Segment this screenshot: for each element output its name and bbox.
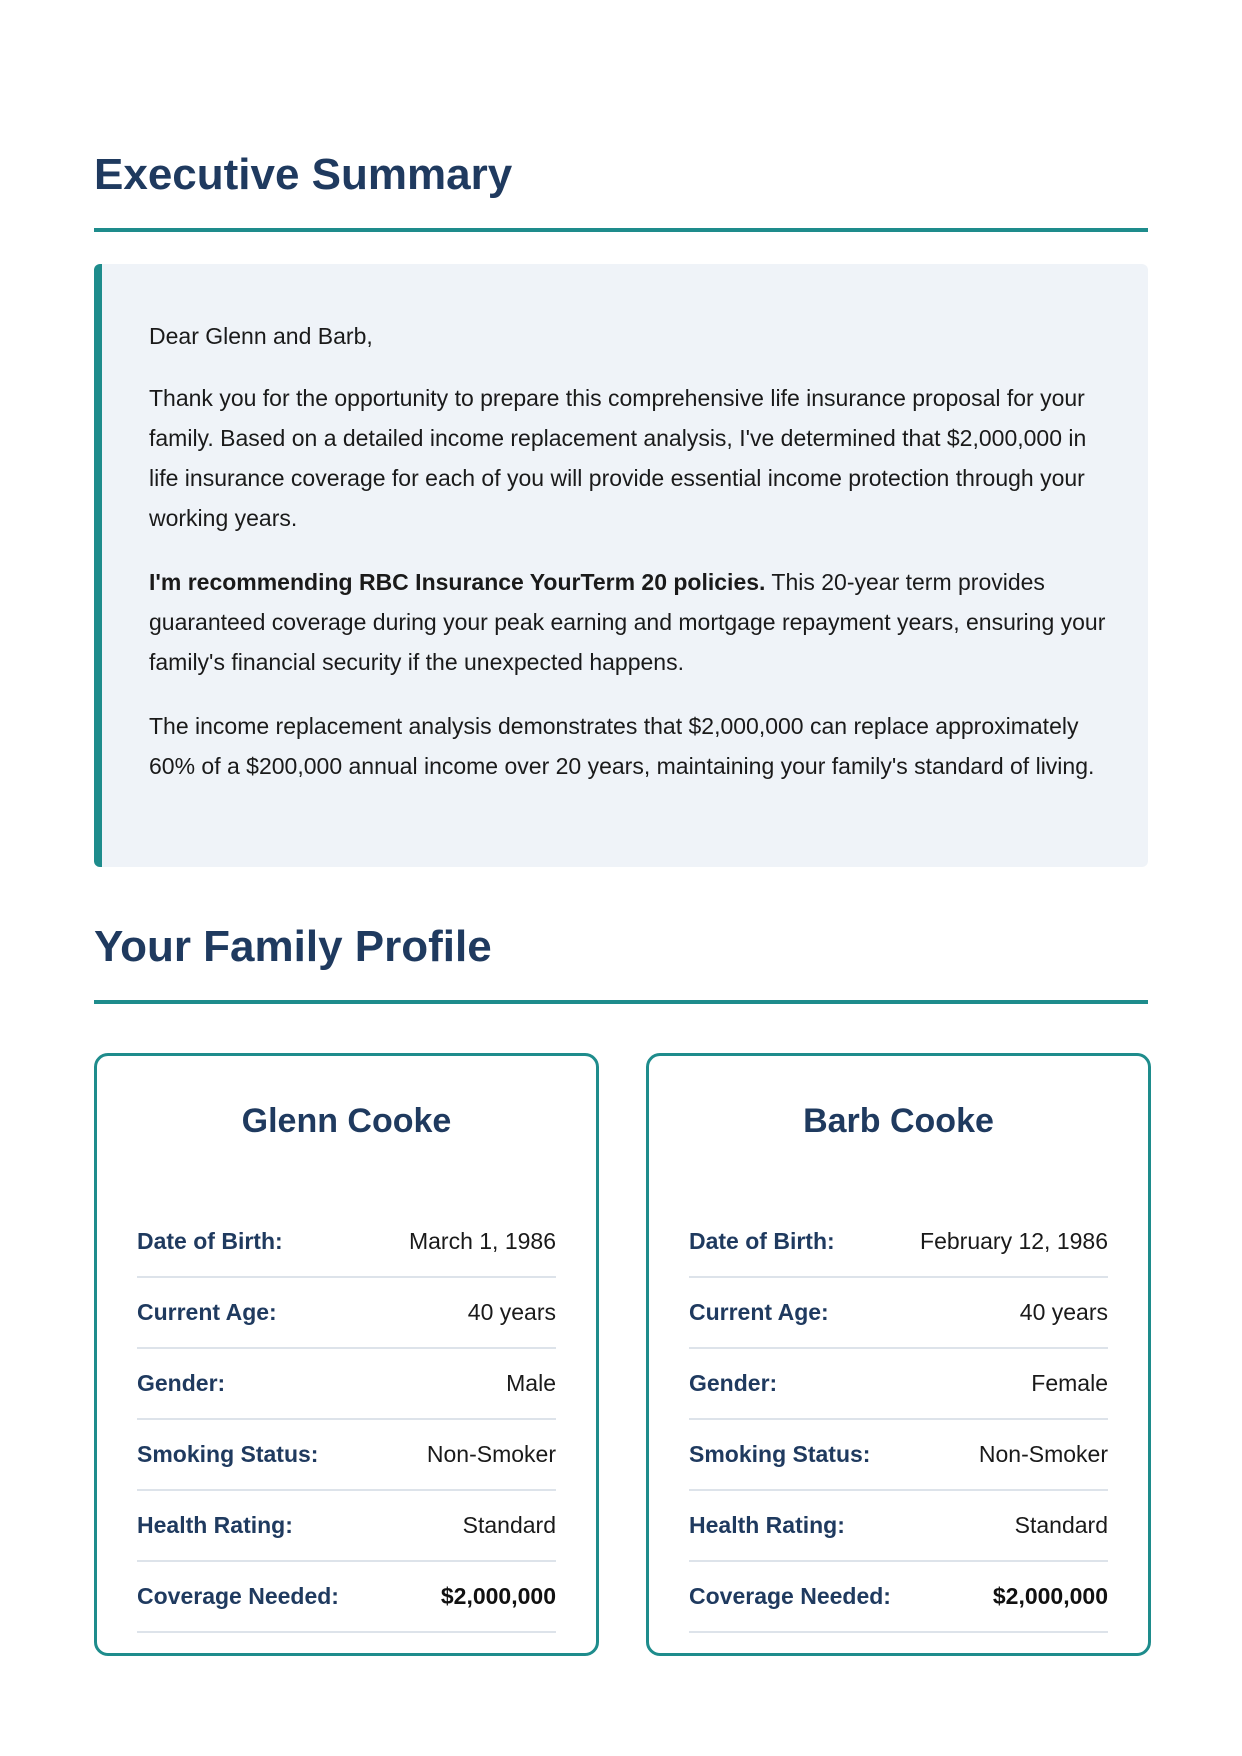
profile-row-coverage <box>689 1562 1108 1633</box>
field-value: Female <box>1031 1370 1108 1396</box>
profile-row-health <box>689 1491 1108 1562</box>
section-divider <box>94 228 1148 232</box>
field-label: Coverage Needed: <box>137 1583 339 1609</box>
field-value: Male <box>506 1370 556 1396</box>
field-label: Health Rating: <box>689 1512 845 1538</box>
field-label: Current Age: <box>137 1299 277 1325</box>
field-label: Smoking Status: <box>137 1441 319 1467</box>
profile-row-dob <box>137 1207 556 1278</box>
field-value: Non-Smoker <box>426 1441 556 1467</box>
field-value: March 1, 1986 <box>408 1228 556 1254</box>
profile-row-dob <box>689 1207 1108 1278</box>
letter-paragraph-intro: Thank you for the opportunity to prepare this comprehensive life insurance proposal for your family. Based on a detailed income replacement analysis, I've determined that $2,000,000 in life insurance coverage for each of you will provide essential income protection through your working years. <box>149 385 1087 531</box>
profile-card-barb <box>646 1053 1151 1656</box>
profile-row-health <box>137 1491 556 1562</box>
family-profile-title: Your Family Profile <box>94 922 492 971</box>
profile-row-smoking <box>689 1420 1108 1491</box>
recommendation-text: This 20-year term provides guaranteed coverage during your peak earning and mortgage repayment years, ensuring your family's financial security if the unexpected happens. <box>149 569 1106 675</box>
field-label: Smoking Status: <box>689 1441 871 1467</box>
letter-greeting: Dear Glenn and Barb, <box>149 323 373 349</box>
field-value: Standard <box>462 1512 556 1538</box>
field-value: Non-Smoker <box>978 1441 1108 1467</box>
field-label: Current Age: <box>689 1299 829 1325</box>
coverage-amount: $2,000,000 <box>992 1583 1108 1609</box>
letter-paragraph-analysis: The income replacement analysis demonstrates that $2,000,000 can replace approximately 60% of a $200,000 annual income over 20 years, maintaining your family's standard of living. <box>149 713 1095 779</box>
profile-row-smoking <box>137 1420 556 1491</box>
section-divider <box>94 1000 1148 1004</box>
field-label: Coverage Needed: <box>689 1583 891 1609</box>
profile-name: Glenn Cooke <box>241 1102 452 1140</box>
profile-card-glenn <box>94 1053 599 1656</box>
profile-row-gender <box>137 1349 556 1420</box>
profile-row-age <box>689 1278 1108 1349</box>
field-label: Health Rating: <box>137 1512 293 1538</box>
field-label: Gender: <box>137 1370 226 1396</box>
field-label: Date of Birth: <box>137 1228 283 1254</box>
profile-row-gender <box>689 1349 1108 1420</box>
field-label: Date of Birth: <box>689 1228 835 1254</box>
field-label: Gender: <box>689 1370 778 1396</box>
field-value: February 12, 1986 <box>920 1228 1108 1254</box>
executive-summary-title: Executive Summary <box>94 150 513 199</box>
coverage-amount: $2,000,000 <box>440 1583 556 1609</box>
profile-row-age <box>137 1278 556 1349</box>
field-value: Standard <box>1014 1512 1108 1538</box>
letter-paragraph-recommendation <box>149 562 1108 682</box>
summary-letter <box>94 264 1148 867</box>
profile-row-coverage <box>137 1562 556 1633</box>
recommendation-highlight: I'm recommending RBC Insurance YourTerm 20 policies. <box>149 569 766 595</box>
profile-name: Barb Cooke <box>803 1102 994 1140</box>
field-value: 40 years <box>467 1299 556 1325</box>
profile-details <box>137 1207 556 1633</box>
profile-details <box>689 1207 1108 1633</box>
field-value: 40 years <box>1019 1299 1108 1325</box>
